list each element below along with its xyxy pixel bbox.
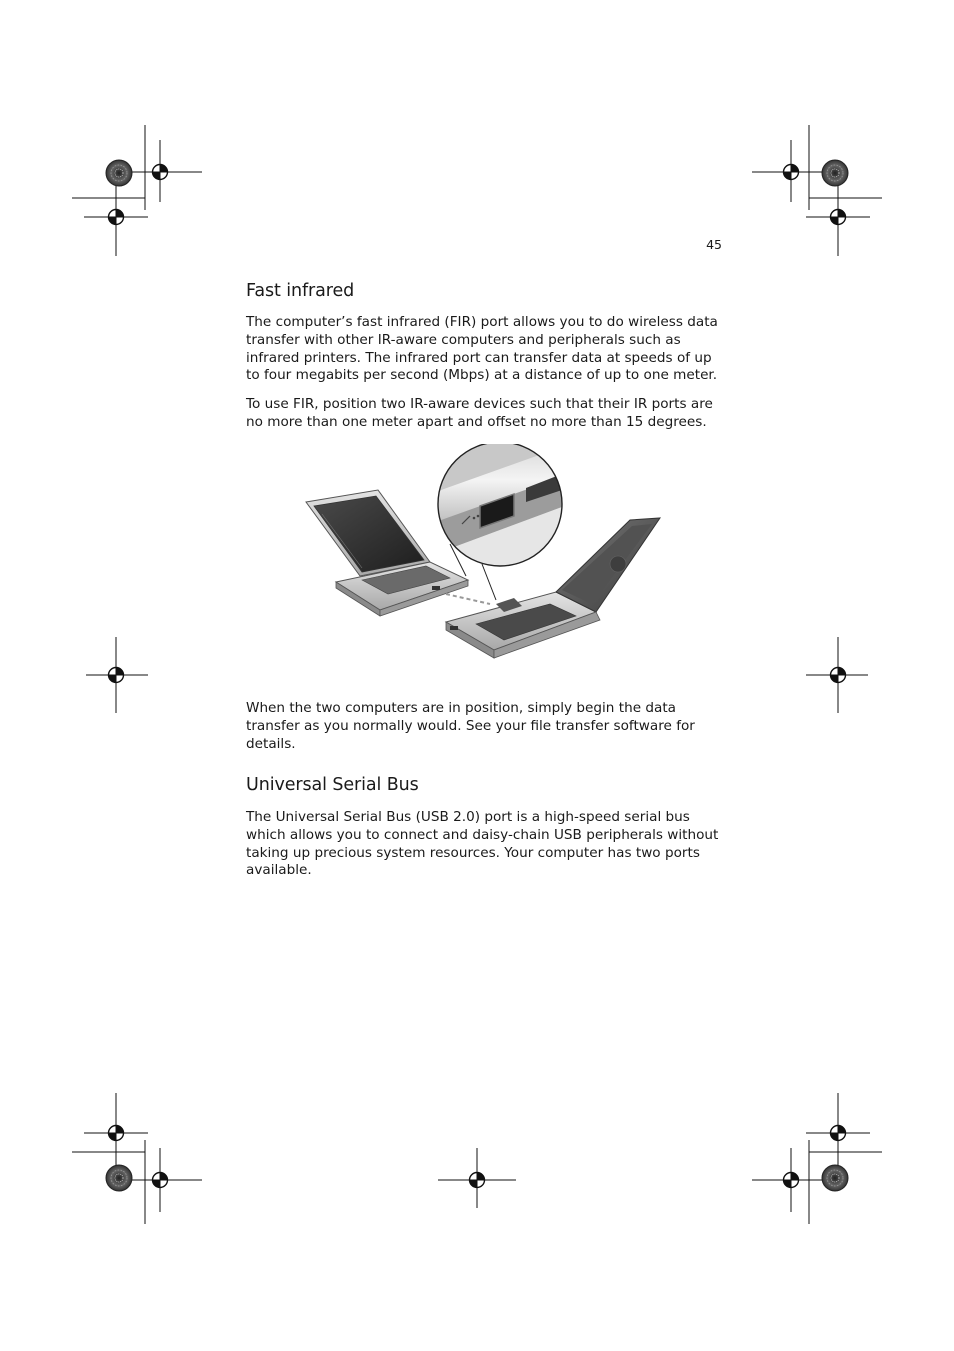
paragraph-fir-intro: The computer’s fast infrared (FIR) port allows you to do wireless data transfer with other IR-aware computers and peripherals such as infrared printers. The infrared port can transfer data at speeds of up to four megabits per second (Mbps) at a distance of up to one meter. xyxy=(246,314,718,384)
fir-illustration xyxy=(300,444,670,684)
paragraph-fir-transfer: When the two computers are in position, simply begin the data transfer as you normally would. See your file transfer software for details. xyxy=(246,700,695,752)
page-number: 45 xyxy=(706,237,722,252)
ir-port-zoom xyxy=(430,444,570,574)
section-heading-usb: Universal Serial Bus xyxy=(246,775,419,795)
paragraph-fir-position: To use FIR, position two IR-aware devices such that their IR ports are no more than one meter apart and offset no more than 15 degrees. xyxy=(246,396,713,430)
section-heading-fast-infrared: Fast infrared xyxy=(246,281,355,301)
paragraph-usb: The Universal Serial Bus (USB 2.0) port is a high-speed serial bus which allows you to connect and daisy-chain USB peripherals without taking up precious system resources. Your computer has two ports available. xyxy=(246,809,719,879)
